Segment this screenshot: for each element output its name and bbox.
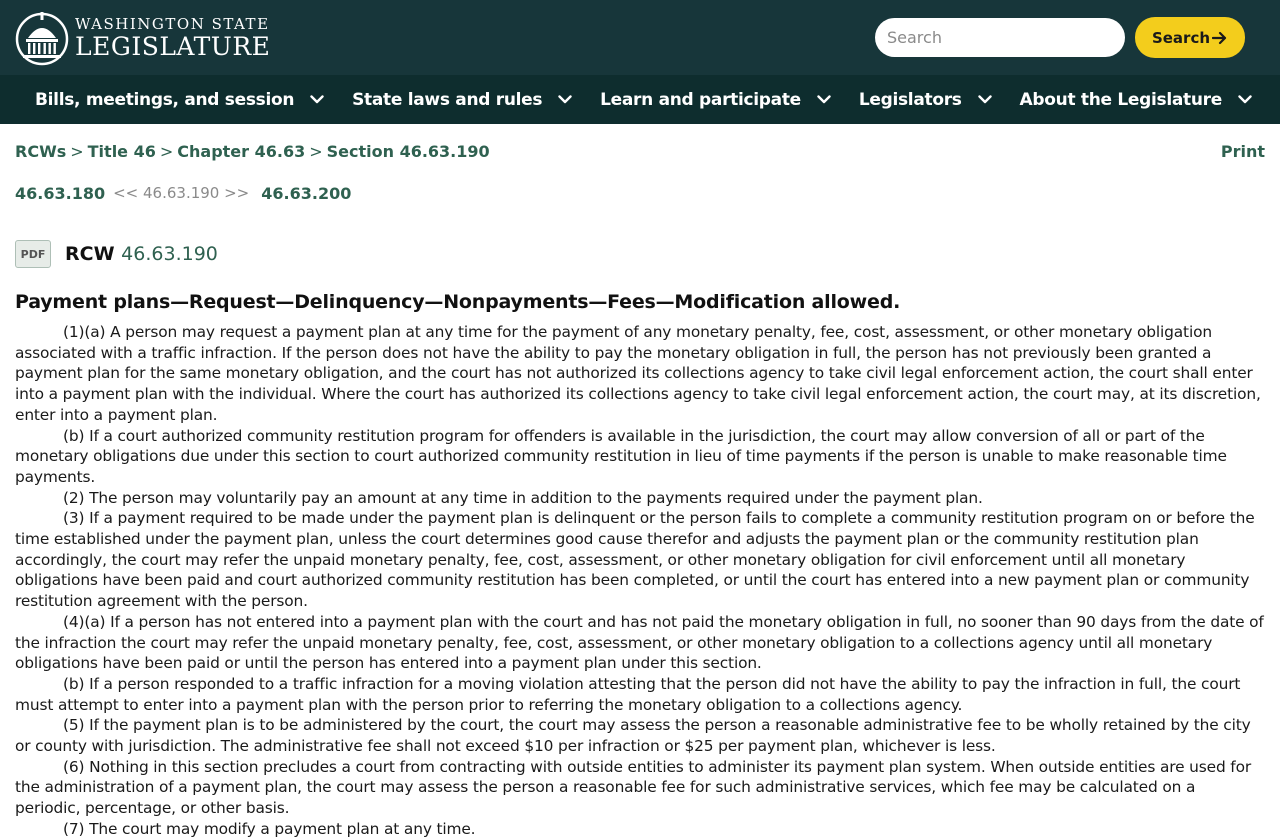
brand-line1: WASHINGTON STATE: [75, 14, 270, 33]
site-header: [0, 0, 1280, 75]
brand-line2: LEGISLATURE: [75, 31, 271, 61]
breadcrumb-separator: >: [309, 141, 323, 161]
paragraph: (b) If a court authorized community restitution program for offenders is available in the jurisdiction, the court may allow conversion of all or part of the monetary obligations due under this section to court authorized community restitution in lieu of time payments if the person is unable to make reasonable time payments.: [15, 426, 1227, 486]
next-section-link[interactable]: 46.63.200: [261, 183, 352, 203]
paragraph: (7) The court may modify a payment plan at any time.: [63, 819, 476, 838]
site-logo[interactable]: [15, 10, 270, 66]
search-input[interactable]: [875, 18, 1125, 57]
breadcrumb-section[interactable]: Section 46.63.190: [326, 141, 490, 161]
rcw-heading: [15, 239, 1265, 269]
paragraph: (3) If a payment required to be made under the payment plan is delinquent or the person fails to complete a community restitution program on or before the time established under the payment plan, unless the court determines good cause therefor and adjusts the payment plan or the community restitution plan accordingly, the court may refer the unpaid monetary penalty, fee, cost, assessment, or other monetary obligation for civil enforcement until all monetary obligations have been paid and court authorized community restitution has been completed, or until the court has entered into a new payment plan or community restitution agreement with the person.: [15, 509, 1255, 611]
nav-item-learn[interactable]: [600, 90, 831, 110]
chevron-down-icon: [558, 95, 572, 104]
main-nav: [0, 75, 1280, 124]
nav-item-label: About the Legislature: [1019, 89, 1222, 110]
nav-item-label: Learn and participate: [600, 89, 801, 110]
chevron-down-icon: [1238, 95, 1252, 104]
nav-item-legislators[interactable]: [859, 90, 992, 110]
pdf-icon[interactable]: PDF: [15, 240, 51, 268]
breadcrumb-title[interactable]: Title 46: [87, 141, 156, 161]
breadcrumb-separator: >: [70, 141, 84, 161]
print-link[interactable]: Print: [1220, 141, 1265, 161]
section-pager: [15, 183, 1265, 203]
search-button-label: Search: [1151, 28, 1211, 47]
paragraph: (1)(a) A person may request a payment plan at any time for the payment of any monetary penalty, fee, cost, assessment, or other monetary obligation associated with a traffic infraction. If the person does not have the ability to pay the monetary obligation in full, the person has not previously been granted a payment plan for the same monetary obligation, and the court has not authorized its collections agency to take civil legal enforcement action, the court shall enter into a payment plan with the individual. Where the court has authorized its collections agency to take civil legal enforcement action, the court may, at its discretion, enter into a payment plan.: [15, 323, 1261, 424]
paragraph: (2) The person may voluntarily pay an amount at any time in addition to the payments required under the payment plan.: [63, 488, 983, 507]
paragraph: (5) If the payment plan is to be administered by the court, the court may assess the person a reasonable administrative fee to be wholly retained by the city or county with jurisdiction. The administrative fee shall not exceed $10 per infraction or $25 per payment plan, whichever is less.: [15, 716, 1251, 756]
paragraph: (6) Nothing in this section precludes a court from contracting with outside entities to administer its payment plan system. When outside entities are used for the administration of a payment plan, the court may assess the person a reasonable fee for such administrative services, which fee may be calculated on a periodic, percentage, or other basis.: [15, 757, 1252, 818]
nav-item-laws[interactable]: [352, 90, 572, 110]
prev-section-link[interactable]: 46.63.180: [15, 183, 106, 203]
rcw-number-link[interactable]: 46.63.190: [121, 243, 218, 265]
current-section: << 46.63.190 >>: [113, 184, 250, 202]
nav-item-bills[interactable]: [35, 90, 324, 110]
rcw-label: [65, 243, 218, 265]
nav-item-label: State laws and rules: [352, 89, 543, 110]
breadcrumb-rcws[interactable]: RCWs: [15, 141, 67, 161]
breadcrumb: [15, 142, 490, 161]
chevron-down-icon: [817, 95, 831, 104]
breadcrumb-chapter[interactable]: Chapter 46.63: [177, 141, 306, 161]
paragraph: (b) If a person responded to a traffic infraction for a moving violation attesting that the person did not have the ability to pay the infraction in full, the court must attempt to enter into a payment plan with the person prior to referring the monetary obligation to a collections agency.: [15, 674, 1241, 714]
main-content: [0, 141, 1280, 840]
search-button[interactable]: [1135, 17, 1245, 58]
section-title: Payment plans—Request—Delinquency—Nonpayments—Fees—Modification allowed.: [15, 291, 901, 313]
brand-text: [75, 14, 271, 61]
section-body: [15, 322, 1265, 840]
nav-item-label: Legislators: [858, 89, 962, 110]
nav-item-label: Bills, meetings, and session: [35, 89, 295, 110]
breadcrumb-row: [15, 141, 1265, 161]
nav-item-about[interactable]: [1020, 90, 1252, 110]
capitol-dome-icon: [15, 10, 69, 66]
search-area: [875, 17, 1245, 58]
paragraph: (4)(a) If a person has not entered into a payment plan with the court and has not paid the monetary obligation in full, no sooner than 90 days from the date of the infraction the court may refer the unpaid monetary penalty, fee, cost, assessment, or other monetary obligation to a collections agency until all monetary obligations have been paid or until the person has entered into a payment plan under this section.: [15, 612, 1264, 673]
rcw-prefix: RCW: [65, 243, 115, 265]
chevron-down-icon: [310, 95, 324, 104]
chevron-down-icon: [978, 95, 992, 104]
arrow-right-icon: [1212, 31, 1228, 45]
breadcrumb-separator: >: [159, 141, 174, 161]
